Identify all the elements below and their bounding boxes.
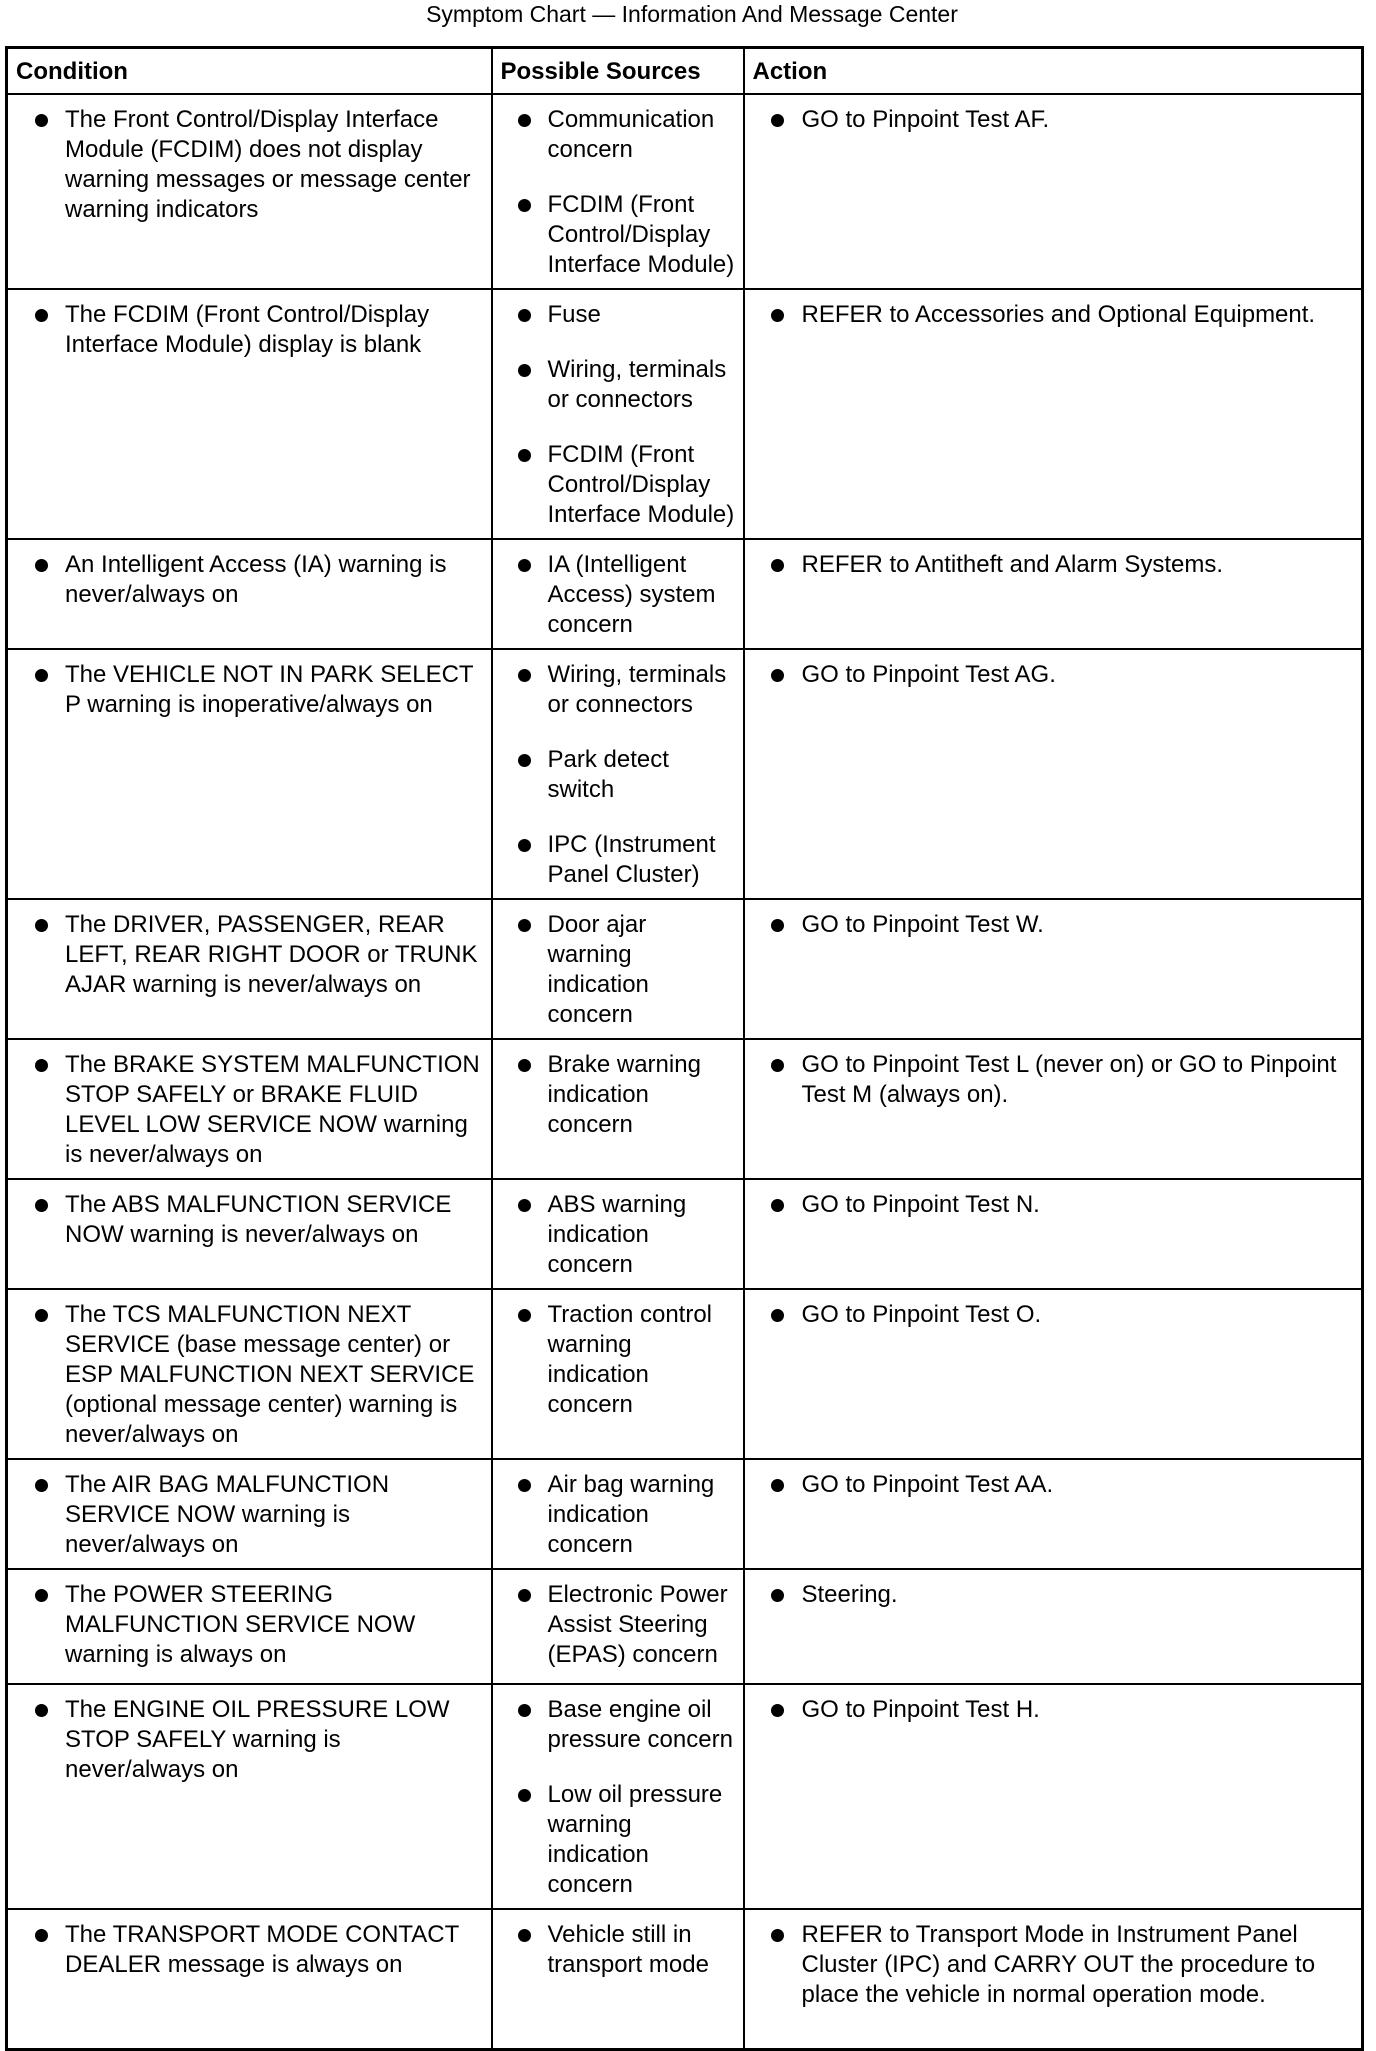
list-item [493,1920,737,1980]
action-text: GO to Pinpoint Test AF. [801,105,1050,133]
list-item [8,1190,485,1250]
condition-text: The TRANSPORT MODE CONTACT DEALER message is always on [65,1920,459,1978]
action-cell [744,1039,1363,1179]
list-item [8,105,485,225]
bullet-icon [771,1929,784,1942]
action-text: REFER to Accessories and Optional Equipment. [801,300,1316,328]
list-item [8,1695,485,1785]
bullet-icon [771,309,784,322]
bullet-icon [771,1059,784,1072]
bullet-list [745,660,1356,690]
bullet-list [493,660,737,890]
bullet-list [745,1300,1356,1330]
bullet-list [8,105,485,225]
bullet-icon [518,1059,531,1072]
bullet-list [745,1470,1356,1500]
bullet-list [493,105,737,280]
table-row [7,1179,1363,1289]
action-cell [744,649,1363,899]
bullet-icon [518,1789,531,1802]
action-text: Steering. [801,1580,898,1608]
possible-sources-cell [492,899,744,1039]
condition-cell [7,1569,492,1684]
bullet-icon [771,1199,784,1212]
action-text: REFER to Antitheft and Alarm Systems. [801,550,1223,578]
possible-sources-cell [492,1289,744,1459]
condition-cell [7,649,492,899]
action-text: REFER to Transport Mode in Instrument Panel Cluster (IPC) and CARRY OUT the procedure to place the vehicle in normal operation mode. [801,1920,1316,2008]
possible-sources-cell [492,94,744,289]
bullet-icon [35,1479,48,1492]
bullet-icon [518,754,531,767]
list-item [493,1050,737,1140]
list-item [745,910,1356,940]
list-item [745,1695,1356,1725]
action-cell [744,289,1363,539]
list-item [8,1050,485,1170]
bullet-list [745,1920,1356,2010]
condition-text: The POWER STEERING MALFUNCTION SERVICE NOW warning is always on [65,1580,416,1668]
bullet-list [745,105,1356,135]
list-item [745,1300,1356,1330]
bullet-icon [35,309,48,322]
bullet-list [8,1050,485,1170]
sources-text: Fuse [547,300,601,328]
table-row [7,649,1363,899]
condition-text: The DRIVER, PASSENGER, REAR LEFT, REAR RIGHT DOOR or TRUNK AJAR warning is never/always on [65,910,478,998]
list-item [745,1050,1356,1110]
bullet-icon [35,1704,48,1717]
list-item [8,910,485,1000]
action-text: GO to Pinpoint Test H. [801,1695,1040,1723]
condition-cell [7,1039,492,1179]
table-row [7,539,1363,649]
bullet-icon [771,559,784,572]
sources-text: Brake warning indication concern [547,1050,701,1138]
action-text: GO to Pinpoint Test O. [801,1300,1042,1328]
table-row [7,1039,1363,1179]
condition-cell [7,1684,492,1909]
sources-text: IPC (Instrument Panel Cluster) [547,830,716,888]
bullet-icon [35,559,48,572]
bullet-icon [518,199,531,212]
bullet-icon [35,919,48,932]
table-row [7,1289,1363,1459]
bullet-icon [518,1309,531,1322]
table-row [7,899,1363,1039]
condition-text: The TCS MALFUNCTION NEXT SERVICE (base message center) or ESP MALFUNCTION NEXT SERVICE (optional message center) warning is never/always on [65,1300,475,1448]
possible-sources-cell [492,1909,744,2050]
action-cell [744,1179,1363,1289]
list-item [493,1695,737,1755]
bullet-list [8,550,485,610]
sources-text: Base engine oil pressure concern [547,1695,733,1753]
condition-cell [7,1179,492,1289]
possible-sources-cell [492,1039,744,1179]
bullet-list [8,1470,485,1560]
bullet-icon [35,1929,48,1942]
bullet-icon [518,839,531,852]
bullet-icon [518,1199,531,1212]
list-item [493,745,737,805]
list-item [493,105,737,165]
bullet-icon [35,1589,48,1602]
list-item [493,1580,737,1670]
table-row [7,289,1363,539]
bullet-icon [771,114,784,127]
list-item [745,1580,1356,1610]
bullet-list [745,910,1356,940]
table-row [7,1684,1363,1909]
sources-text: Communication concern [547,105,715,163]
bullet-icon [518,559,531,572]
list-item [745,550,1356,580]
condition-cell [7,1289,492,1459]
list-item [493,830,737,890]
bullet-list [8,1580,485,1670]
list-item [8,1300,485,1450]
bullet-icon [518,364,531,377]
list-item [8,1920,485,1980]
bullet-icon [518,1929,531,1942]
bullet-list [745,550,1356,580]
symptom-chart-table [5,46,1364,2051]
bullet-icon [518,449,531,462]
bullet-list [745,1050,1356,1110]
list-item [745,105,1356,135]
bullet-icon [518,669,531,682]
bullet-list [745,300,1356,330]
bullet-list [493,1920,737,1980]
possible-sources-cell [492,649,744,899]
bullet-list [745,1190,1356,1220]
bullet-list [493,1470,737,1560]
condition-cell [7,94,492,289]
condition-cell [7,1909,492,2050]
bullet-icon [771,669,784,682]
condition-text: The ENGINE OIL PRESSURE LOW STOP SAFELY warning is never/always on [65,1695,450,1783]
sources-text: Wiring, terminals or connectors [547,355,727,413]
list-item [8,660,485,720]
sources-text: FCDIM (Front Control/Display Interface Module) [547,440,735,528]
list-item [8,1580,485,1670]
sources-text: Air bag warning indication concern [547,1470,715,1558]
list-item [493,1190,737,1280]
condition-cell [7,1459,492,1569]
bullet-icon [35,669,48,682]
condition-cell [7,289,492,539]
bullet-list [493,550,737,640]
bullet-icon [771,1589,784,1602]
bullet-list [745,1695,1356,1725]
condition-text: The BRAKE SYSTEM MALFUNCTION STOP SAFELY or BRAKE FLUID LEVEL LOW SERVICE NOW warning is never/always on [65,1050,480,1168]
bullet-list [8,1300,485,1450]
list-item [745,1190,1356,1220]
bullet-list [493,1190,737,1280]
bullet-list [493,300,737,530]
action-text: GO to Pinpoint Test W. [801,910,1044,938]
list-item [8,300,485,360]
action-cell [744,1459,1363,1569]
sources-text: Traction control warning indication concern [547,1300,713,1418]
sources-text: IA (Intelligent Access) system concern [547,550,716,638]
table-row [7,1569,1363,1684]
page-title: Symptom Chart — Information And Message Center [426,1,958,27]
action-cell [744,899,1363,1039]
bullet-icon [771,1309,784,1322]
possible-sources-cell [492,1179,744,1289]
bullet-list [8,660,485,720]
possible-sources-cell [492,1569,744,1684]
condition-text: The Front Control/Display Interface Module (FCDIM) does not display warning messages or message center warning indicators [65,105,471,223]
possible-sources-cell [492,1459,744,1569]
condition-text: The FCDIM (Front Control/Display Interface Module) display is blank [65,300,430,358]
list-item [493,660,737,720]
action-text: GO to Pinpoint Test N. [801,1190,1040,1218]
possible-sources-cell [492,289,744,539]
action-column-header: Action [744,48,1363,94]
action-text: GO to Pinpoint Test L (never on) or GO to Pinpoint Test M (always on). [801,1050,1337,1108]
bullet-list [493,910,737,1030]
list-item [493,355,737,415]
condition-text: An Intelligent Access (IA) warning is never/always on [65,550,447,608]
action-cell [744,539,1363,649]
bullet-icon [518,1479,531,1492]
action-cell [744,1909,1363,2050]
sources-text: FCDIM (Front Control/Display Interface Module) [547,190,735,278]
sources-text: Door ajar warning indication concern [547,910,649,1028]
action-cell [744,94,1363,289]
bullet-icon [771,919,784,932]
bullet-list [493,1300,737,1420]
condition-text: The ABS MALFUNCTION SERVICE NOW warning is never/always on [65,1190,452,1248]
list-item [493,300,737,330]
condition-cell [7,539,492,649]
bullet-icon [771,1704,784,1717]
bullet-icon [518,114,531,127]
sources-text: Vehicle still in transport mode [547,1920,709,1978]
bullet-list [8,1190,485,1250]
action-cell [744,1569,1363,1684]
bullet-icon [771,1479,784,1492]
possible-sources-cell [492,539,744,649]
bullet-list [8,300,485,360]
table-header-row [7,48,1363,94]
bullet-list [8,1920,485,1980]
bullet-icon [35,1199,48,1212]
list-item [493,1470,737,1560]
bullet-icon [518,309,531,322]
condition-column-header: Condition [7,48,492,94]
list-item [8,550,485,610]
bullet-icon [518,1589,531,1602]
possible-sources-cell [492,1684,744,1909]
possible-sources-column-header: Possible Sources [492,48,744,94]
bullet-list [8,910,485,1000]
list-item [8,1470,485,1560]
bullet-icon [518,1704,531,1717]
list-item [493,910,737,1030]
bullet-icon [35,1059,48,1072]
sources-text: ABS warning indication concern [547,1190,687,1278]
bullet-list [493,1580,737,1670]
bullet-list [493,1695,737,1900]
condition-text: The VEHICLE NOT IN PARK SELECT P warning is inoperative/always on [65,660,474,718]
list-item [493,440,737,530]
action-cell [744,1684,1363,1909]
bullet-icon [518,919,531,932]
list-item [745,1470,1356,1500]
list-item [493,190,737,280]
condition-text: The AIR BAG MALFUNCTION SERVICE NOW warning is never/always on [65,1470,390,1558]
list-item [745,1920,1356,2010]
list-item [745,300,1356,330]
action-text: GO to Pinpoint Test AG. [801,660,1056,688]
action-text: GO to Pinpoint Test AA. [801,1470,1054,1498]
bullet-list [745,1580,1356,1610]
list-item [493,550,737,640]
list-item [493,1780,737,1900]
bullet-icon [35,1309,48,1322]
sources-text: Low oil pressure warning indication concern [547,1780,723,1898]
sources-text: Wiring, terminals or connectors [547,660,727,718]
bullet-list [8,1695,485,1785]
table-row [7,1459,1363,1569]
sources-text: Electronic Power Assist Steering (EPAS) concern [547,1580,728,1668]
action-cell [744,1289,1363,1459]
bullet-list [493,1050,737,1140]
bullet-icon [35,114,48,127]
list-item [493,1300,737,1420]
table-row [7,1909,1363,2050]
sources-text: Park detect switch [547,745,669,803]
list-item [745,660,1356,690]
table-row [7,94,1363,289]
condition-cell [7,899,492,1039]
